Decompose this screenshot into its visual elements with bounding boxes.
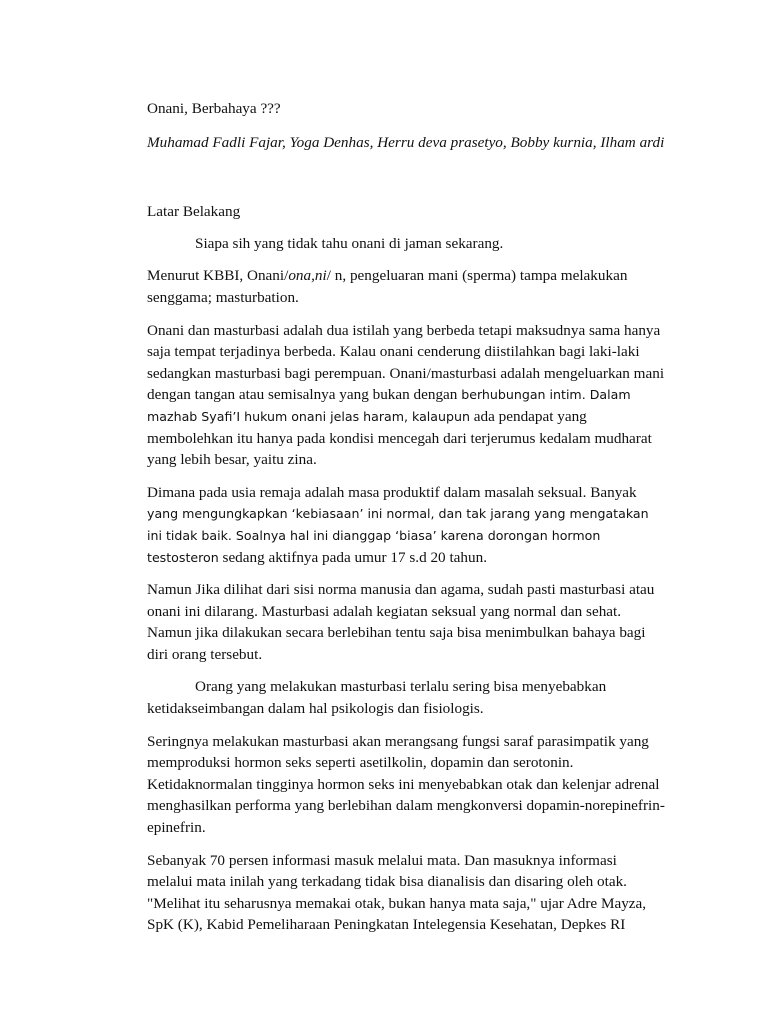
adolescence-text-sans: yang mengungkapkan ‘kebiasaan’ ini normal, dan tak jarang yang mengatakan ini tidak baik. Soalnya hal ini dianggap ‘biasa’ karena dorongan hormon testosteron [147,506,649,565]
definition-italic-term: ona,ni [288,267,327,285]
paragraph-imbalance: Orang yang melakukan masturbasi terlalu sering bisa menyebabkan ketidakseimbangan dalam hal psikologis dan fisiologis. [147,678,607,718]
difference-text-b: ada pendapat yang membolehkan itu hanya pada kondisi mencegah dari terjerumus kedalam mudharat yang lebih besar, yaitu zina. [147,407,652,469]
definition-text-end: / n, pengeluaran mani (sperma) tampa melakukan senggama; masturbation. [147,267,628,306]
document-title: Onani, Berbahaya ??? [147,100,281,117]
adolescence-text-b: sedang aktifnya pada umur 17 s.d 20 tahun. [222,548,487,566]
definition-text-start: Menurut KBBI, Onani/ [147,267,289,285]
paragraph-hormones: Seringnya melakukan masturbasi akan merangsang fungsi saraf parasimpatik yang memproduksi hormon seks seperti asetilkolin, dopamin dan serotonin. Ketidaknormalan tingginya hormon seks ini menyebabkan otak dan kelenjar adrenal menghasilkan performa yang berlebihan dalam mengkonversi dopamin-norepinefrin-epinefrin. [147,732,665,837]
difference-text-sans: berhubungan intim. Dalam mazhab Syafi’I hukum onani jelas haram, kalaupun [147,387,631,424]
document-page [147,98,665,947]
section-heading: Latar Belakang [147,203,241,221]
paragraph-difference [147,320,665,471]
author-list: Muhamad Fadli Fajar, Yoga Denhas, Herru deva prasetyo, Bobby kurnia, Ilham ardi [147,133,665,151]
paragraph-norms: Namun Jika dilihat dari sisi norma manusia dan agama, sudah pasti masturbasi atau onani ini dilarang. Masturbasi adalah kegiatan seksual yang normal dan sehat. Namun jika dilakukan secara berlebihan tentu saja bisa menimbulkan bahaya bagi diri orang tersebut. [147,581,655,663]
paragraph-intro: Siapa sih yang tidak tahu onani di jaman sekarang. [195,234,504,252]
difference-text-a: Onani dan masturbasi adalah dua istilah yang berbeda tetapi maksudnya sama hanya saja tempat terjadinya berbeda. Kalau onani cenderung diistilahkan bagi laki-laki sedangkan masturbasi bagi perempuan. Onani/masturbasi adalah mengeluarkan mani dengan tangan atau semisalnya yang bukan dengan [147,321,665,404]
paragraph-adolescence [147,482,665,568]
paragraph-definition [147,265,665,308]
adolescence-text-a: Dimana pada usia remaja adalah masa produktif dalam masalah seksual. Banyak [147,483,637,501]
paragraph-information: Sebanyak 70 persen informasi masuk melalui mata. Dan masuknya informasi melalui mata inilah yang terkadang tidak bisa dianalisis dan disaring oleh otak. "Melihat itu seharusnya memakai otak, bukan hanya mata saja," ujar Adre Mayza, SpK (K), Kabid Pemeliharaan Peningkatan Intelegensia Kesehatan, Depkes RI [147,851,647,934]
